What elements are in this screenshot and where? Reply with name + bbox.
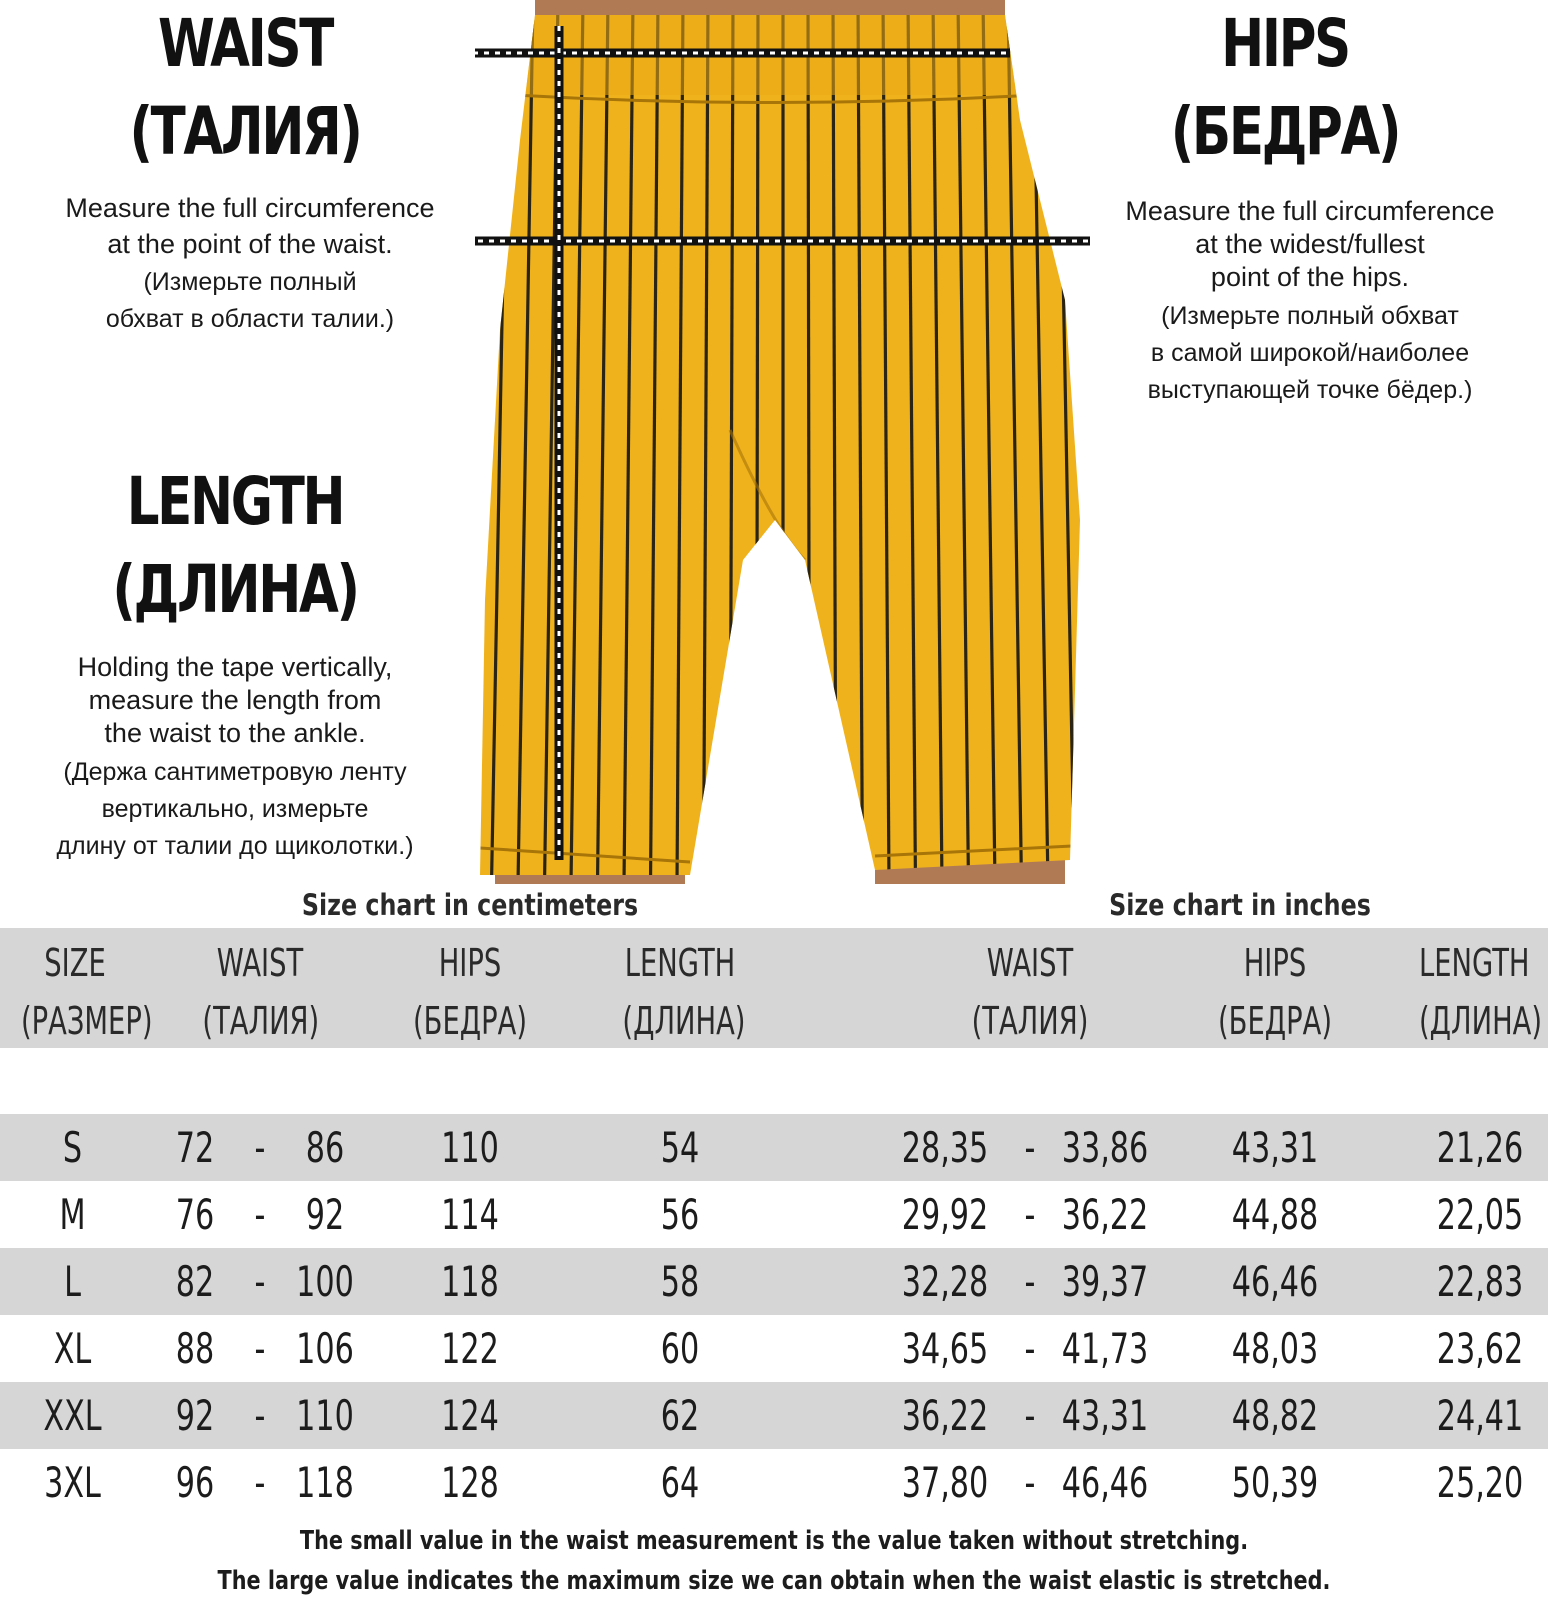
hips-in-cell: 43,31 [1231, 1123, 1319, 1172]
waist-dash-in: - [1024, 1257, 1036, 1306]
pinstripe [808, 0, 810, 884]
waist-dash-in: - [1024, 1324, 1036, 1373]
length-cm-cell: 58 [660, 1257, 700, 1306]
hips-cm-cell: 118 [441, 1257, 499, 1306]
waist-min-in-cell: 32,28 [901, 1257, 989, 1306]
header-waist-in: WAIST (ТАЛИЯ) [971, 941, 1089, 1043]
waist-max-in-cell: 46,46 [1061, 1458, 1149, 1507]
waist-dash-cm: - [254, 1190, 266, 1239]
hips-cm-cell: 114 [441, 1190, 499, 1239]
note-line-2: The large value indicates the maximum size we can obtain when the waist elastic is stretched. [217, 1566, 1331, 1596]
waist-dash-cm: - [254, 1324, 266, 1373]
waist-dash-in: - [1024, 1190, 1036, 1239]
hips-in-cell: 50,39 [1231, 1458, 1319, 1507]
note-line-1: The small value in the waist measurement is the value taken without stretching. [299, 1526, 1249, 1556]
waist-dash-cm: - [254, 1257, 266, 1306]
size-cell: S [62, 1123, 83, 1172]
size-cell: M [59, 1190, 86, 1239]
waist-title: WAIST (ТАЛИЯ) [129, 5, 361, 170]
hips-cm-cell: 124 [441, 1391, 499, 1440]
waist-min-cm-cell: 72 [175, 1123, 215, 1172]
table-row [0, 1114, 1548, 1181]
waist-min-cm-cell: 92 [175, 1391, 215, 1440]
length-in-cell: 22,83 [1436, 1257, 1524, 1306]
header-hips-cm: HIPS (БЕДРА) [412, 941, 527, 1043]
waist-min-in-cell: 37,80 [901, 1458, 989, 1507]
table-row [0, 1382, 1548, 1449]
length-in-cell: 21,26 [1436, 1123, 1524, 1172]
length-cm-cell: 60 [660, 1324, 700, 1373]
waist-description: Measure the full circumference at the point of the waist. (Измерьте полный обхват в области талии.) [65, 193, 435, 333]
hips-in-cell: 44,88 [1231, 1190, 1319, 1239]
header-waist-cm: WAIST (ТАЛИЯ) [202, 941, 320, 1043]
waist-max-in-cell: 39,37 [1061, 1257, 1149, 1306]
waist-min-cm-cell: 76 [175, 1190, 215, 1239]
length-in-cell: 24,41 [1436, 1391, 1524, 1440]
waist-max-cm-cell: 92 [305, 1190, 345, 1239]
waist-dash-cm: - [254, 1391, 266, 1440]
title-cm: Size chart in centimeters [301, 888, 639, 922]
waist-min-in-cell: 36,22 [901, 1391, 989, 1440]
length-cm-cell: 56 [660, 1190, 700, 1239]
length-cm-cell: 62 [660, 1391, 700, 1440]
hips-description: Measure the full circumference at the widest/fullest point of the hips. (Измерьте полный обхват в самой широкой/наиболее выступающей точке бёдер.) [1125, 196, 1495, 404]
length-description: Holding the tape vertically, measure the length from the waist to the ankle. (Держа сантиметровую ленту вертикально, измерьте длину от талии до щиколотки.) [56, 652, 414, 860]
length-cm-cell: 64 [660, 1458, 700, 1507]
hips-cm-cell: 110 [441, 1123, 499, 1172]
pinstripe [1083, 0, 1090, 884]
table-row [0, 1315, 1548, 1382]
hips-title: HIPS (БЕДРА) [1170, 5, 1400, 170]
waist-dash-cm: - [254, 1458, 266, 1507]
waist-dash-cm: - [254, 1123, 266, 1172]
pinstripe [475, 0, 483, 884]
header-length-in: LENGTH (ДЛИНА) [1419, 941, 1543, 1043]
waist-min-cm-cell: 82 [175, 1257, 215, 1306]
waist-min-cm-cell: 96 [175, 1458, 215, 1507]
waist-max-in-cell: 43,31 [1061, 1391, 1149, 1440]
shorts-illustration [475, 0, 1090, 884]
size-table-body [0, 1114, 1548, 1516]
waist-max-cm-cell: 100 [296, 1257, 354, 1306]
length-title: LENGTH (ДЛИНА) [112, 463, 358, 628]
waist-min-in-cell: 34,65 [901, 1324, 989, 1373]
size-cell: L [64, 1257, 81, 1306]
waist-max-cm-cell: 86 [305, 1123, 345, 1172]
header-length-cm: LENGTH (ДЛИНА) [622, 941, 746, 1043]
waist-max-in-cell: 33,86 [1061, 1123, 1149, 1172]
title-in: Size chart in inches [1109, 888, 1371, 922]
length-in-cell: 25,20 [1436, 1458, 1524, 1507]
waist-dash-in: - [1024, 1458, 1036, 1507]
waist-min-cm-cell: 88 [175, 1324, 215, 1373]
table-row [0, 1248, 1548, 1315]
pinstripe [757, 0, 759, 884]
size-cell: XL [53, 1324, 92, 1373]
waist-min-in-cell: 29,92 [901, 1190, 989, 1239]
table-row [0, 1449, 1548, 1516]
hips-in-cell: 48,03 [1231, 1324, 1319, 1373]
size-cell: 3XL [44, 1458, 101, 1507]
size-cell: XXL [43, 1391, 102, 1440]
waist-max-in-cell: 36,22 [1061, 1190, 1149, 1239]
hips-cm-cell: 128 [441, 1458, 499, 1507]
header-size: SIZE (РАЗМЕР) [20, 941, 153, 1043]
hips-in-cell: 46,46 [1231, 1257, 1319, 1306]
table-row [0, 1181, 1548, 1248]
waist-max-in-cell: 41,73 [1061, 1324, 1149, 1373]
waist-dash-in: - [1024, 1391, 1036, 1440]
waist-min-in-cell: 28,35 [901, 1123, 989, 1172]
length-cm-cell: 54 [660, 1123, 700, 1172]
length-in-cell: 22,05 [1436, 1190, 1524, 1239]
hips-in-cell: 48,82 [1231, 1391, 1319, 1440]
hips-cm-cell: 122 [441, 1324, 499, 1373]
header-hips-in: HIPS (БЕДРА) [1217, 941, 1332, 1043]
waist-dash-in: - [1024, 1123, 1036, 1172]
length-in-cell: 23,62 [1436, 1324, 1524, 1373]
waist-max-cm-cell: 110 [296, 1391, 354, 1440]
waist-max-cm-cell: 106 [296, 1324, 354, 1373]
waist-max-cm-cell: 118 [296, 1458, 354, 1507]
